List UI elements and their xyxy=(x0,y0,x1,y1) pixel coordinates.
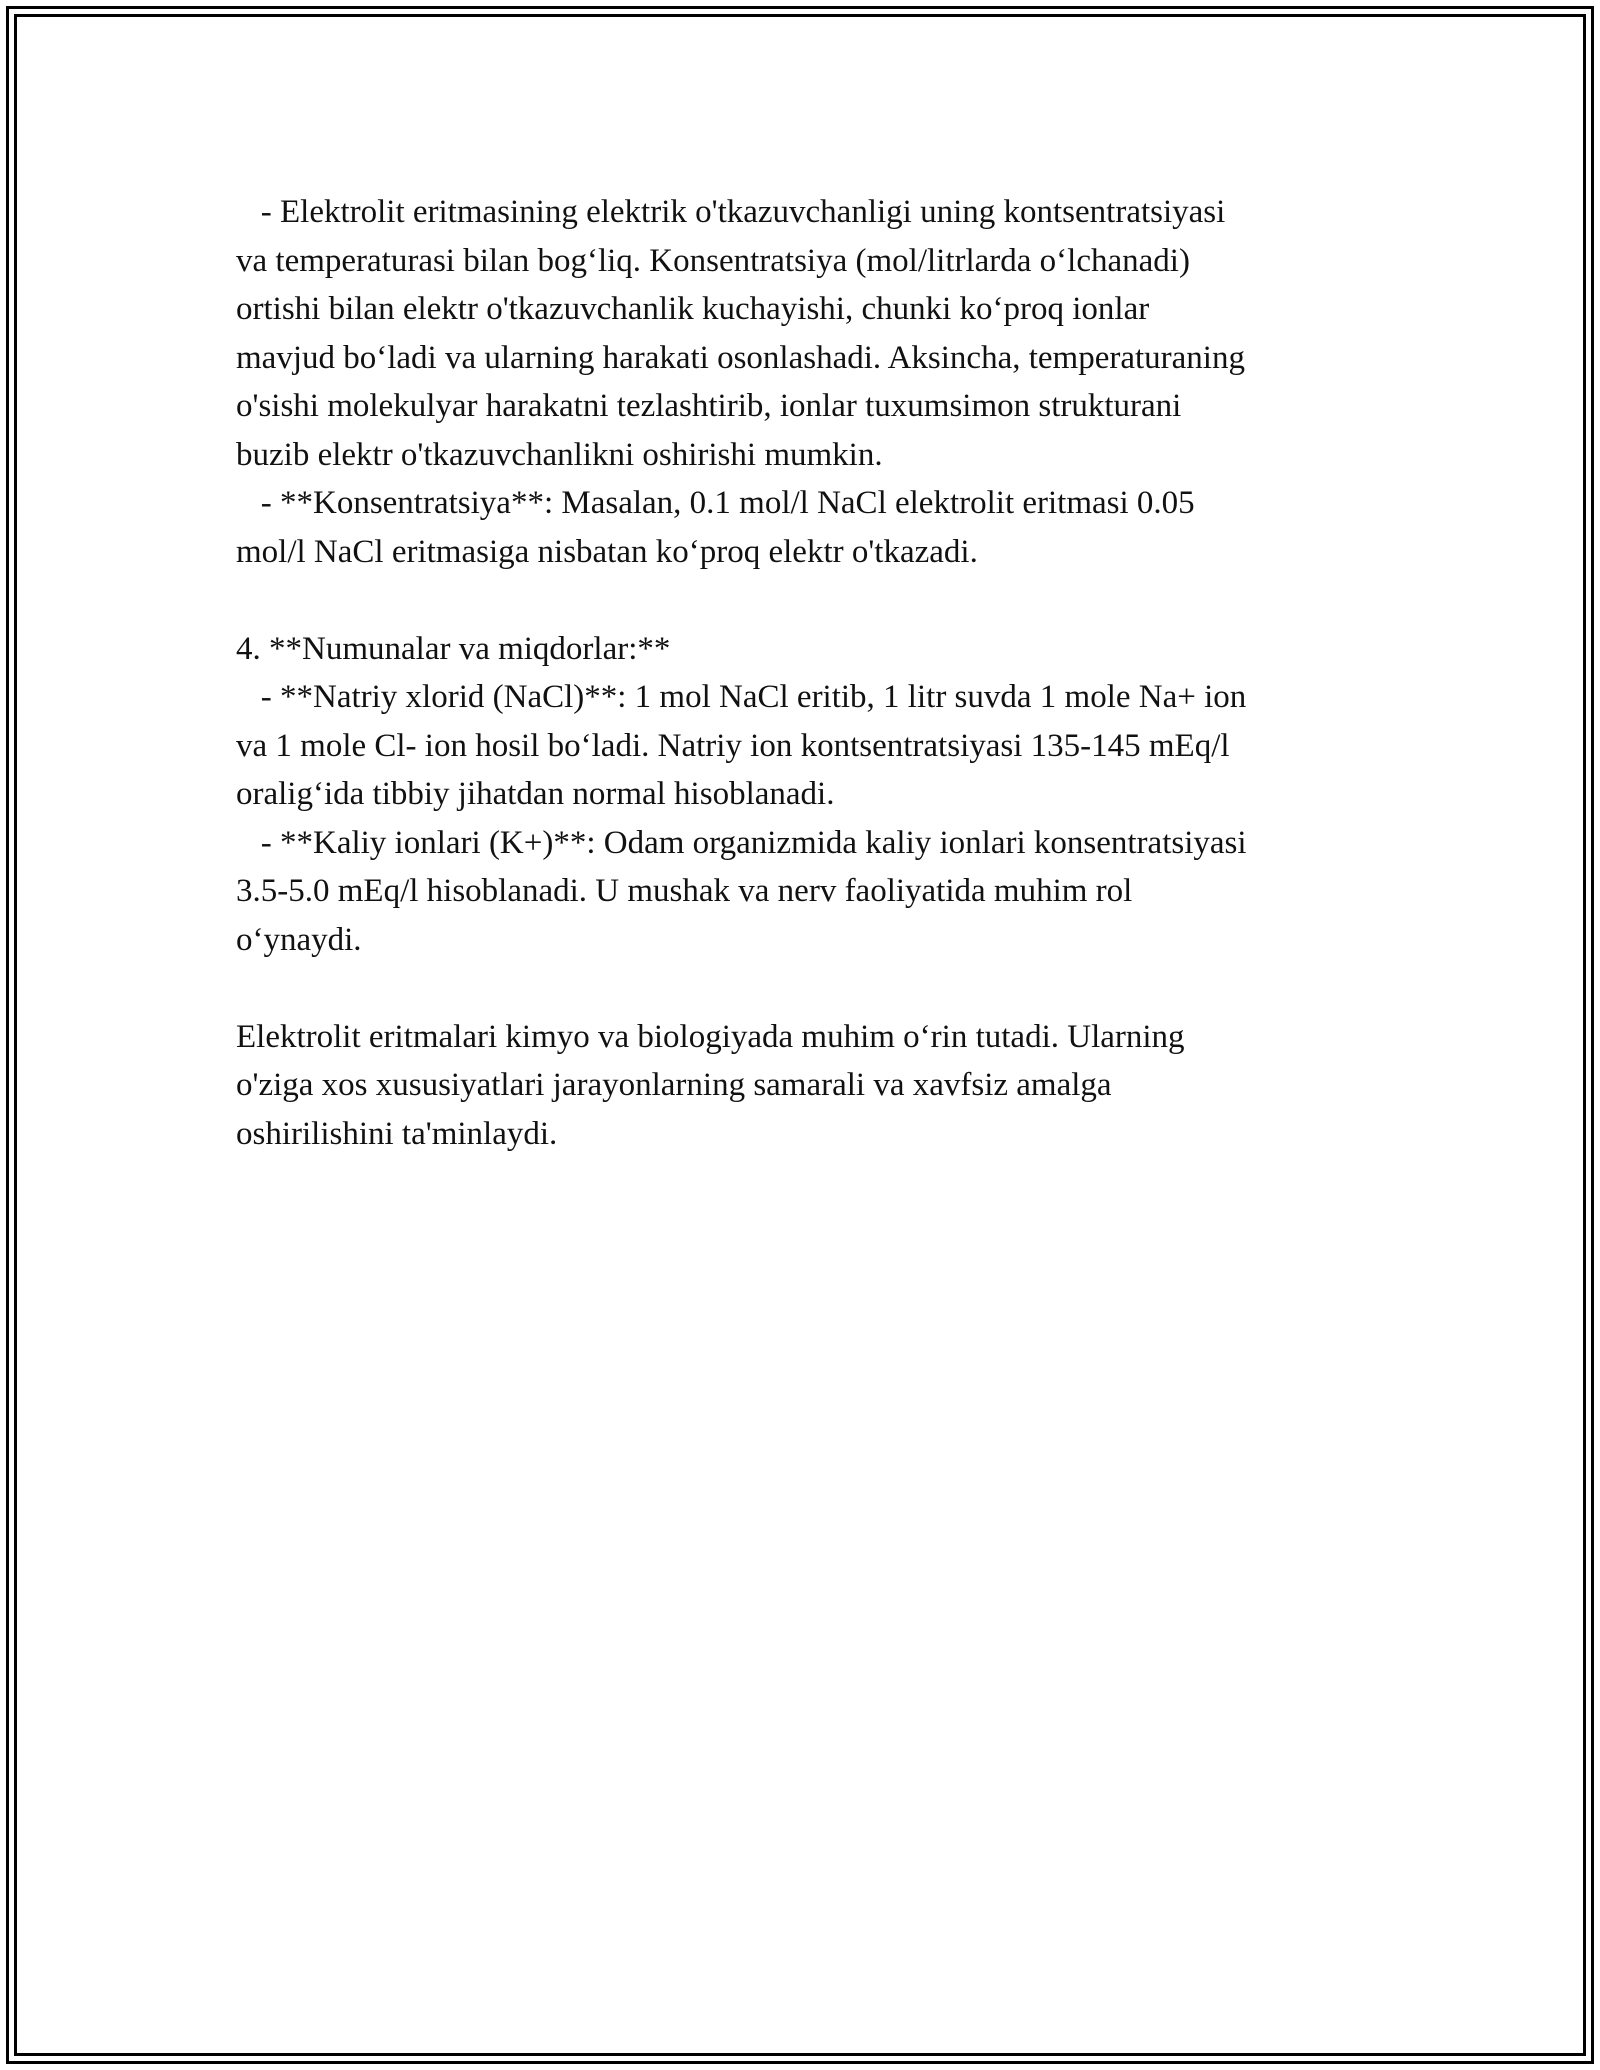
paragraph-spacer xyxy=(236,964,1376,1013)
text-line: va 1 mole Cl- ion hosil bo‘ladi. Natriy ion kontsentratsiyasi 135-145 mEq/l xyxy=(236,727,1230,764)
section-heading: 4. **Numunalar va miqdorlar:** xyxy=(236,630,671,667)
paragraph-conclusion xyxy=(236,1013,1376,1159)
text-line: ortishi bilan elektr o'tkazuvchanlik kuchayishi, chunki ko‘proq ionlar xyxy=(236,291,1150,327)
text-line: 3.5-5.0 mEq/l hisoblanadi. U mushak va nerv faoliyatida muhim rol xyxy=(236,873,1133,909)
text-line: - **Natriy xlorid (NaCl)**: 1 mol NaCl eritib, 1 litr suvda 1 mole Na+ ion xyxy=(236,679,1247,715)
text-line: mol/l NaCl eritmasiga nisbatan ko‘proq elektr o'tkazadi. xyxy=(236,533,978,570)
text-line: mavjud bo‘ladi va ularning harakati osonlashadi. Aksincha, temperaturaning xyxy=(236,339,1245,376)
text-line: - Elektrolit eritmasining elektrik o'tkazuvchanligi uning kontsentratsiyasi xyxy=(236,194,1226,230)
text-line: buzib elektr o'tkazuvchanlikni oshirishi mumkin. xyxy=(236,436,883,473)
text-line: - **Kaliy ionlari (K+)**: Odam organizmida kaliy ionlari konsentratsiyasi xyxy=(236,824,1247,861)
document-body xyxy=(236,188,1376,1158)
text-line: o‘ynaydi. xyxy=(236,921,362,958)
text-line: oralig‘ida tibbiy jihatdan normal hisoblanadi. xyxy=(236,776,835,812)
paragraph-samples xyxy=(236,625,1376,965)
text-line: va temperaturasi bilan bog‘liq. Konsentratsiya (mol/litrlarda o‘lchanadi) xyxy=(236,242,1190,279)
paragraph-spacer xyxy=(236,576,1376,625)
text-line: - **Konsentratsiya**: Masalan, 0.1 mol/l NaCl elektrolit eritmasi 0.05 xyxy=(236,485,1195,521)
text-line: oshirilishini ta'minlaydi. xyxy=(236,1115,558,1152)
paragraph-conductivity xyxy=(236,188,1376,576)
text-line: o'sishi molekulyar harakatni tezlashtirib, ionlar tuxumsimon strukturani xyxy=(236,388,1182,424)
text-line: o'ziga xos xususiyatlari jarayonlarning samarali va xavfsiz amalga xyxy=(236,1067,1112,1103)
text-line: Elektrolit eritmalari kimyo va biologiyada muhim o‘rin tutadi. Ularning xyxy=(236,1018,1185,1055)
